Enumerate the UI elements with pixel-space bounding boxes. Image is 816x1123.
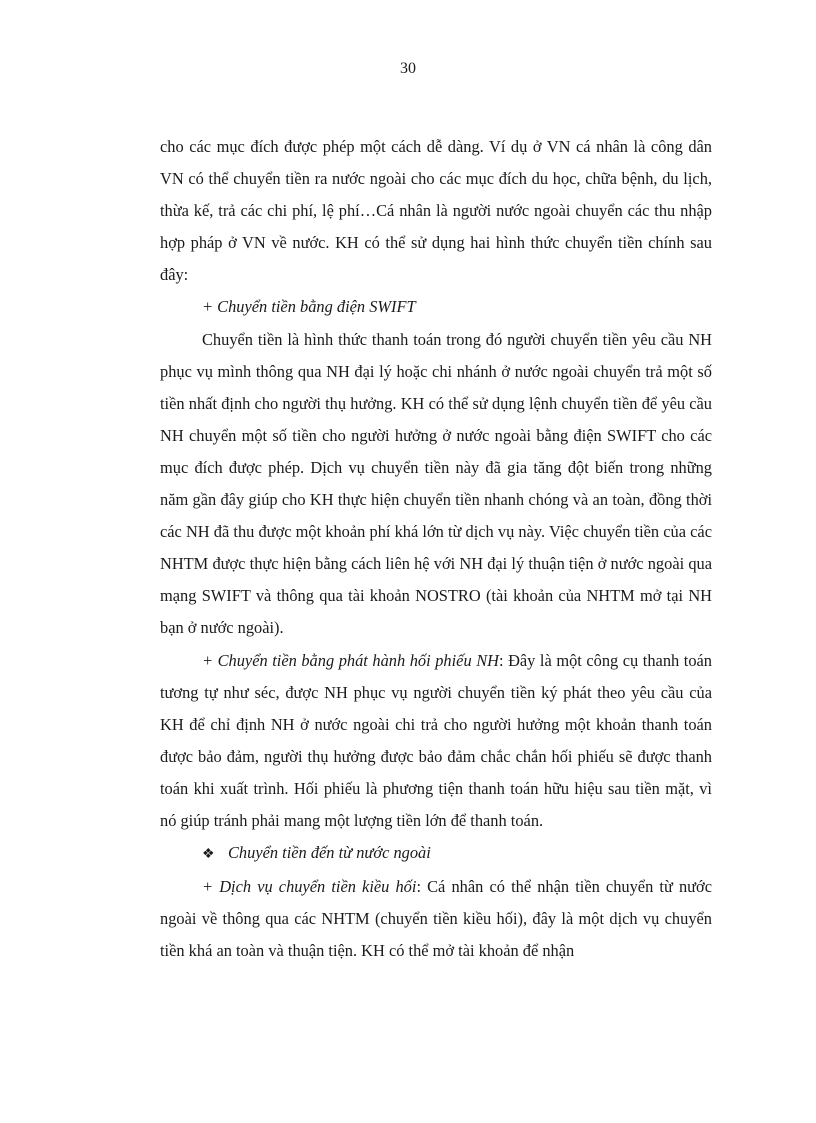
- paragraph-draft: [160, 645, 712, 838]
- paragraph-draft-text: : Đây là một công cụ thanh toán tương tự như séc, được NH phục vụ người chuyển tiền ký phát theo yêu cầu của KH để chỉ định NH ở nước ngoài chi trả cho người hưởng một khoản thanh toán được bảo đảm, người thụ hưởng được bảo đảm chắc chắn hối phiếu sẽ được thanh toán khi xuất trình. Hối phiếu là phương tiện thanh toán hữu hiệu sau tiền mặt, vì nó giúp tránh phải mang một lượng tiền lớn để thanh toán.: [160, 650, 712, 830]
- subheading-swift: + Chuyển tiền bằng điện SWIFT: [202, 297, 416, 317]
- paragraph-remittance: [160, 871, 712, 967]
- paragraph-swift: Chuyển tiền là hình thức thanh toán trong đó người chuyển tiền yêu cầu NH phục vụ mình thông qua NH đại lý hoặc chi nhánh ở nước ngoài chuyển trả một số tiền nhất định cho người thụ hưởng. KH có thể sử dụng lệnh chuyển tiền để yêu cầu NH chuyển một số tiền cho người hưởng ở nước ngoài bằng điện SWIFT cho các mục đích được phép. Dịch vụ chuyển tiền này đã gia tăng đột biến trong những năm gần đây giúp cho KH thực hiện chuyển tiền nhanh chóng và an toàn, đồng thời các NH đã thu được một khoản phí khá lớn từ dịch vụ này. Việc chuyển tiền của các NHTM được thực hiện bằng cách liên hệ với NH đại lý thuận tiện ở nước ngoài qua mạng SWIFT và thông qua tài khoản NOSTRO (tài khoản của NHTM mở tại NH bạn ở nước ngoài).: [160, 329, 712, 638]
- diamond-bullet-icon: ❖: [202, 847, 215, 863]
- bullet-heading-text: Chuyển tiền đến từ nước ngoài: [228, 843, 431, 863]
- page-number: 30: [400, 60, 416, 77]
- subheading-remittance: + Dịch vụ chuyển tiền kiều hối: [202, 877, 417, 897]
- paragraph-remittance-text: : Cá nhân có thể nhận tiền chuyển từ nước ngoài về thông qua các NHTM (chuyển tiền kiều hối), đây là một dịch vụ chuyển tiền khá an toàn và thuận tiện. KH có thể mở tài khoản để nhận: [160, 877, 712, 961]
- paragraph-intro: cho các mục đích được phép một cách dễ dàng. Ví dụ ở VN cá nhân là công dân VN có thể chuyển tiền ra nước ngoài cho các mục đích du học, chữa bệnh, du lịch, thừa kế, trả các chi phí, lệ phí…Cá nhân là người nước ngoài chuyển các thu nhập hợp pháp ở VN về nước. KH có thể sử dụng hai hình thức chuyển tiền chính sau đây:: [160, 137, 712, 285]
- bullet-heading-incoming: [160, 837, 712, 871]
- subheading-draft: + Chuyển tiền bằng phát hành hối phiếu NH: [202, 650, 499, 670]
- body-text: [160, 131, 712, 967]
